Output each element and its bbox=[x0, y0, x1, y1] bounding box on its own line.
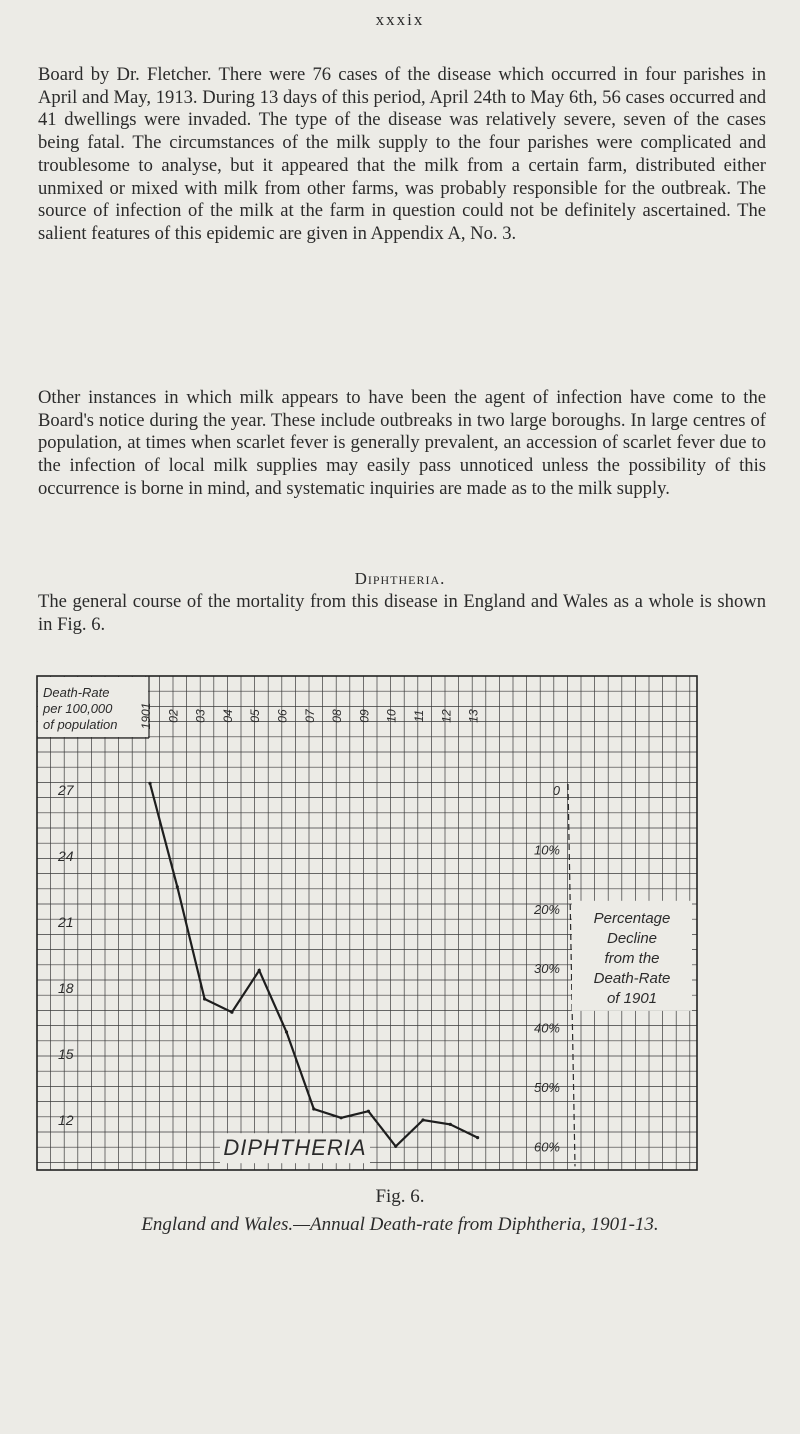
y-axis-label-line: Death-Rate bbox=[43, 685, 110, 700]
legend-line: from the bbox=[604, 949, 660, 967]
secondary-tick-label: 50% bbox=[533, 1080, 560, 1095]
chart-title: DIPHTHERIA bbox=[223, 1135, 367, 1161]
legend-line: Percentage bbox=[593, 909, 671, 927]
x-tick-label: 02 bbox=[166, 709, 181, 723]
y-tick-label: 27 bbox=[58, 782, 74, 798]
x-tick-label: 04 bbox=[220, 709, 235, 723]
series-point bbox=[421, 1118, 424, 1121]
figure-label: Fig. 6. bbox=[375, 1186, 425, 1207]
x-tick-label: 13 bbox=[466, 709, 481, 723]
legend-line: of 1901 bbox=[606, 989, 658, 1007]
series-point bbox=[476, 1136, 479, 1139]
legend-line: Death-Rate bbox=[593, 969, 671, 987]
y-tick-label: 21 bbox=[58, 914, 74, 930]
series-point bbox=[394, 1145, 397, 1148]
series-point bbox=[258, 969, 261, 972]
secondary-tick-label: 40% bbox=[533, 1020, 560, 1036]
x-tick-label: 08 bbox=[330, 709, 345, 723]
y-tick-label: 15 bbox=[58, 1046, 74, 1062]
x-tick-label: 10 bbox=[384, 709, 399, 723]
x-tick-label: 1901 bbox=[139, 702, 153, 730]
series-point bbox=[285, 1030, 288, 1033]
y-tick-label: 18 bbox=[58, 980, 74, 996]
figure-caption-text: England and Wales.—Annual Death-rate from Diphtheria, 1901-13. bbox=[141, 1214, 659, 1235]
secondary-tick-label: 60% bbox=[533, 1139, 560, 1155]
secondary-tick-label: 30% bbox=[533, 961, 560, 977]
x-tick-label: 07 bbox=[302, 709, 317, 723]
series-point bbox=[230, 1011, 233, 1014]
y-axis-label-line: of population bbox=[43, 717, 118, 732]
x-tick-label: 06 bbox=[275, 709, 290, 723]
x-tick-label: 09 bbox=[357, 709, 372, 723]
series-point bbox=[312, 1107, 315, 1110]
series-point bbox=[148, 782, 151, 785]
x-tick-label: 03 bbox=[193, 709, 208, 723]
body-paragraph-1: Board by Dr. Fletcher. There were 76 cases of the disease which occurred in four parishes in April and May, 1913. During 13 days of this period, April 24th to May 6th, 56 cases occurred and 41 dwellings were invaded. The type of the disease was relatively severe, seven of the cases being fatal. The circumstances of the milk supply to the four parishes were complicated and troublesome to analyse, but it appeared that the milk from a certain farm, distributed either unmixed or mixed with milk from other farms, was probably responsible for the outbreak. The source of infection of the milk at the farm in question could not be definitely ascertained. The salient features of this epidemic are given in Appendix A, No. 3. bbox=[38, 64, 766, 244]
legend-line: Decline bbox=[606, 929, 658, 947]
secondary-tick-label: 0 bbox=[552, 783, 560, 798]
series-point bbox=[367, 1110, 370, 1113]
body-paragraph-3: The general course of the mortality from this disease in England and Wales as a whole is shown in Fig. 6. bbox=[38, 591, 766, 635]
x-tick-label: 05 bbox=[248, 709, 263, 723]
series-point bbox=[176, 885, 179, 888]
series-point bbox=[340, 1116, 343, 1119]
section-heading: Diphtheria. bbox=[354, 569, 446, 588]
page-number: xxxix bbox=[375, 10, 425, 29]
x-tick-label: 12 bbox=[439, 709, 454, 723]
series-point bbox=[203, 997, 206, 1000]
figure-caption bbox=[60, 1213, 740, 1236]
body-paragraph-2: Other instances in which milk appears to have been the agent of infection have come to the Board's notice during the year. These include outbreaks in two large boroughs. In large centres of population, at times when scarlet fever is generally prevalent, an accession of scarlet fever due to the infection of local milk supplies may easily pass unnoticed unless the possibility of this occurrence is borne in mind, and systematic inquiries are made as to the milk supply. bbox=[38, 387, 766, 499]
x-tick-label: 11 bbox=[412, 709, 426, 723]
secondary-tick-label: 10% bbox=[533, 842, 560, 858]
y-tick-label: 24 bbox=[58, 848, 74, 864]
series-point bbox=[449, 1123, 452, 1126]
y-tick-label: 12 bbox=[58, 1112, 74, 1128]
y-axis-label-line: per 100,000 bbox=[43, 701, 113, 716]
secondary-tick-label: 20% bbox=[533, 901, 560, 917]
